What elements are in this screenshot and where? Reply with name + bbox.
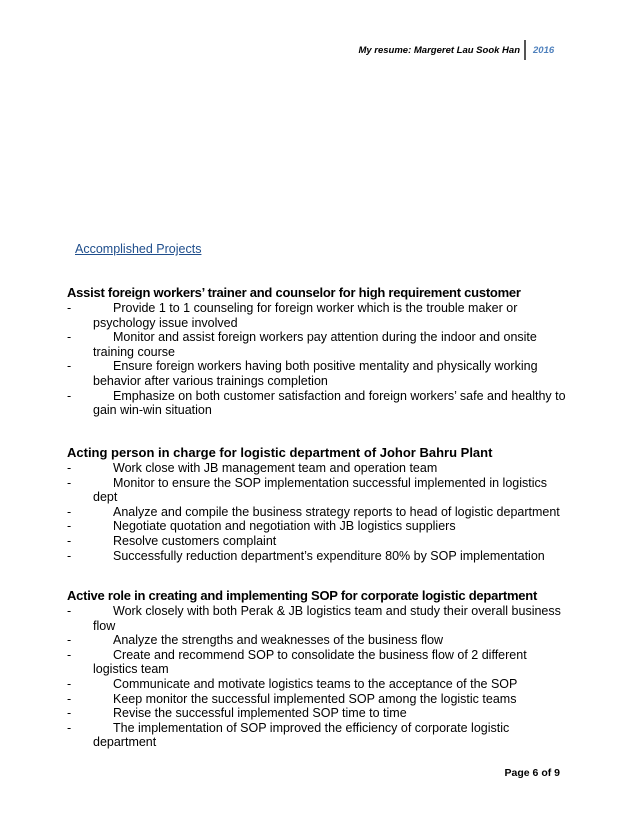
list-item-text: Work closely with both Perak & JB logistics team and study their overall business flow bbox=[93, 604, 561, 633]
bullet-dash: - bbox=[67, 330, 72, 345]
project-block-3 bbox=[67, 588, 567, 750]
bullet-dash: - bbox=[67, 604, 72, 618]
bullet-dash: - bbox=[67, 676, 72, 691]
list-item-text: Monitor to ensure the SOP implementation successful implemented in logistics dept bbox=[93, 475, 548, 505]
bullet-dash: - bbox=[67, 475, 72, 490]
list-item bbox=[67, 534, 567, 549]
list-item-text: Resolve customers complaint bbox=[113, 533, 277, 548]
list-item bbox=[67, 359, 567, 388]
list-item bbox=[67, 301, 567, 330]
list-item bbox=[67, 505, 567, 520]
page-number: Page 6 of 9 bbox=[504, 767, 560, 779]
list-item bbox=[67, 604, 567, 633]
list-item-text: Keep monitor the successful implemented SOP among the logistic teams bbox=[113, 691, 517, 706]
list-item bbox=[67, 706, 567, 721]
list-item bbox=[67, 549, 567, 564]
bullet-dash: - bbox=[67, 633, 72, 648]
list-item-text: Monitor and assist foreign workers pay attention during the indoor and onsite training course bbox=[93, 330, 537, 359]
project-title: Acting person in charge for logistic department of Johor Bahru Plant bbox=[67, 445, 493, 460]
list-item-text: Communicate and motivate logistics teams to the acceptance of the SOP bbox=[113, 676, 518, 691]
list-item-text: Ensure foreign workers having both positive mentality and physically working behavior after various trainings completion bbox=[93, 359, 538, 388]
list-item-text: Analyze the strengths and weaknesses of the business flow bbox=[113, 633, 444, 648]
bullet-dash: - bbox=[67, 647, 72, 662]
list-item-text: Analyze and compile the business strategy reports to head of logistic department bbox=[113, 504, 560, 519]
list-item-text: Create and recommend SOP to consolidate the business flow of 2 different logistics team bbox=[93, 647, 527, 677]
accomplished-projects-link[interactable]: Accomplished Projects bbox=[75, 242, 202, 256]
list-item bbox=[67, 692, 567, 707]
list-item bbox=[67, 519, 567, 534]
header-year: 2016 bbox=[533, 45, 555, 56]
list-item bbox=[67, 677, 567, 692]
bullet-dash: - bbox=[67, 720, 72, 735]
bullet-dash: - bbox=[67, 301, 72, 315]
bullet-dash: - bbox=[67, 359, 72, 374]
project-title: Assist foreign workers’ trainer and counselor for high requirement customer bbox=[67, 285, 521, 300]
list-item bbox=[67, 476, 567, 505]
list-item-text: Negotiate quotation and negotiation with JB logistics suppliers bbox=[113, 519, 456, 534]
list-item bbox=[67, 461, 567, 476]
bullet-dash: - bbox=[67, 388, 72, 403]
bullet-dash: - bbox=[67, 519, 72, 534]
bullet-dash: - bbox=[67, 504, 72, 519]
bullet-dash: - bbox=[67, 706, 72, 721]
list-item-text: Successfully reduction department’s expenditure 80% by SOP implementation bbox=[113, 548, 545, 563]
list-item-text: The implementation of SOP improved the efficiency of corporate logistic department bbox=[93, 720, 510, 750]
list-item bbox=[67, 721, 567, 750]
header-divider bbox=[524, 40, 526, 60]
bullet-dash: - bbox=[67, 461, 72, 475]
list-item-text: Emphasize on both customer satisfaction and foreign workers’ safe and healthy to gain win-win situation bbox=[93, 388, 566, 418]
project-title: Active role in creating and implementing SOP for corporate logistic department bbox=[67, 588, 538, 603]
bullet-dash: - bbox=[67, 533, 72, 548]
page-header bbox=[0, 40, 638, 60]
list-item-text: Revise the successful implemented SOP time to time bbox=[113, 706, 407, 721]
bullet-dash: - bbox=[67, 691, 72, 706]
bullet-dash: - bbox=[67, 548, 72, 563]
project-block-1 bbox=[67, 285, 567, 418]
list-item-text: Work close with JB management team and operation team bbox=[113, 461, 438, 475]
project-block-2 bbox=[67, 445, 567, 563]
header-title: My resume: Margeret Lau Sook Han bbox=[358, 45, 520, 56]
list-item bbox=[67, 389, 567, 418]
list-item bbox=[67, 330, 567, 359]
list-item bbox=[67, 648, 567, 677]
list-item-text: Provide 1 to 1 counseling for foreign worker which is the trouble maker or psychology issue involved bbox=[93, 301, 518, 330]
list-item bbox=[67, 633, 567, 648]
